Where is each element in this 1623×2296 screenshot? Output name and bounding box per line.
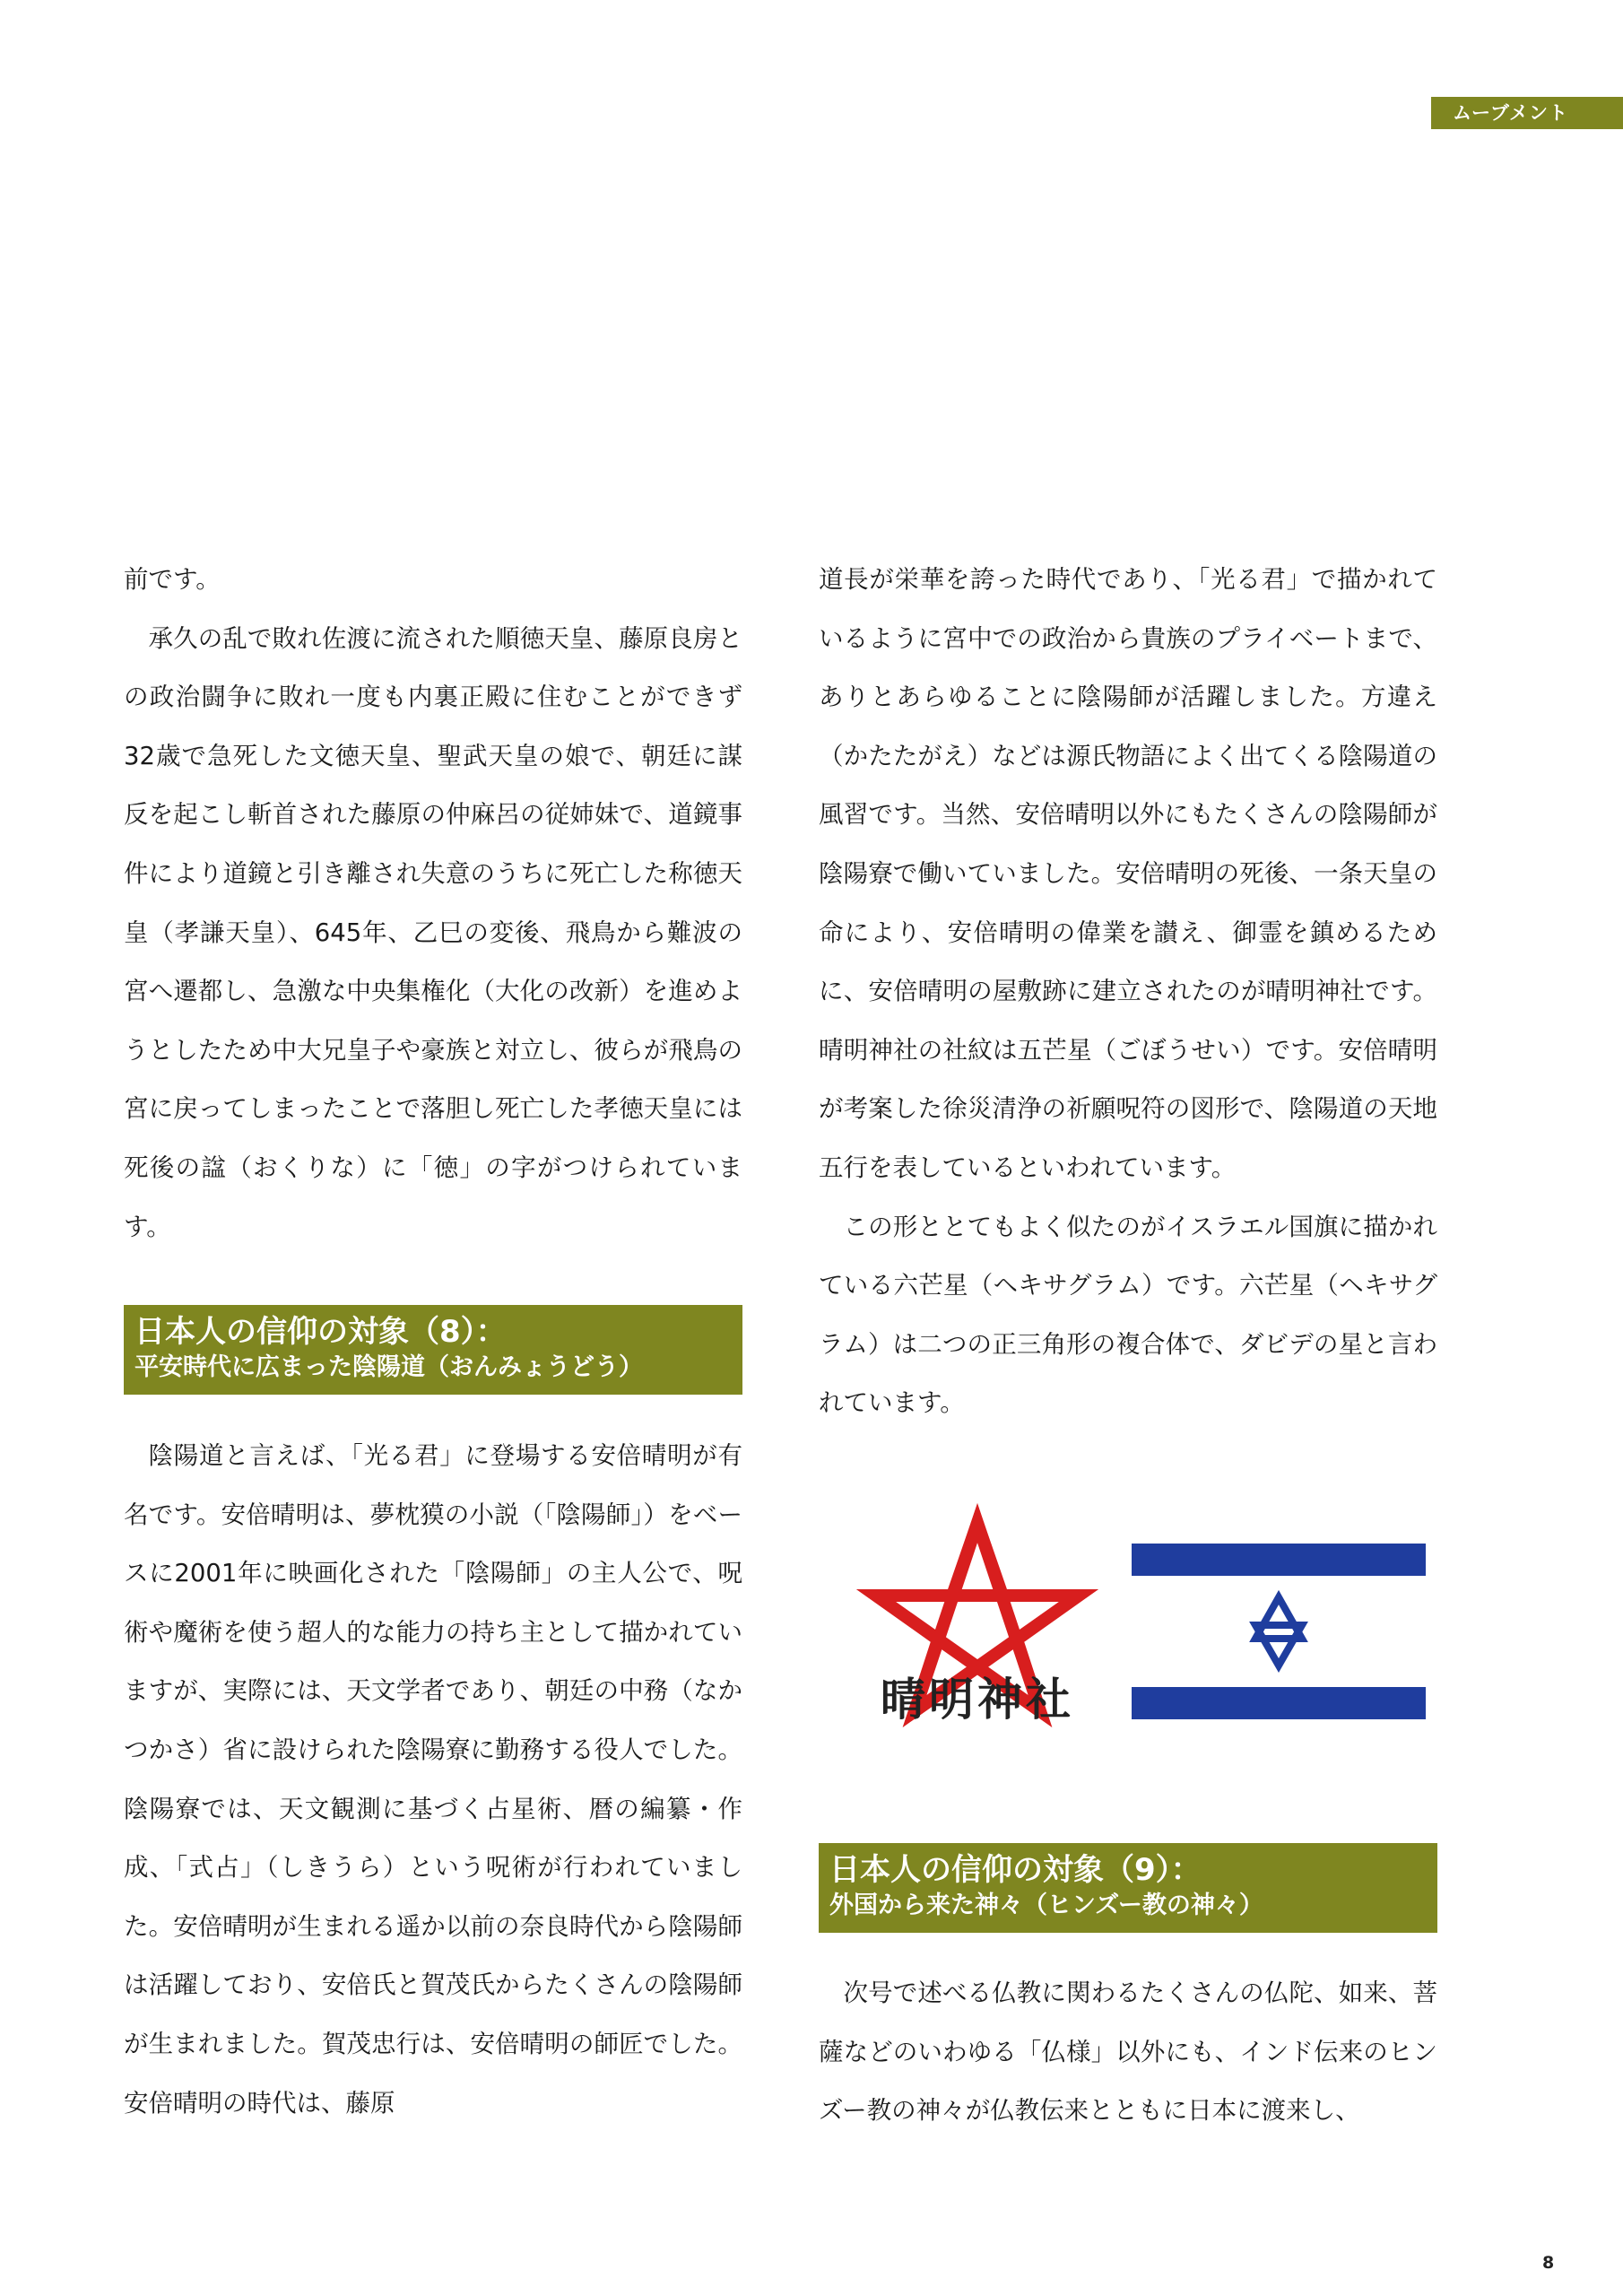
- paragraph: この形ととてもよく似たのがイスラエル国旗に描かれている六芒星（ヘキサグラム）です。六芒星（ヘキサグラム）は二つの正三角形の複合体で、ダビデの星と言われています。: [819, 1212, 1437, 1418]
- right-column-bottom: [819, 1964, 1437, 2141]
- heading-subtitle: 平安時代に広まった陰陽道（おんみょうどう）: [135, 1353, 643, 1381]
- section-heading-8: [124, 1305, 742, 1395]
- flag-stripe-bottom: [1132, 1687, 1426, 1719]
- left-column-top: [124, 551, 742, 1257]
- section-tab: ムーブメント: [1431, 97, 1623, 129]
- section-heading-9: [819, 1843, 1437, 1933]
- paragraph: 次号で述べる仏教に関わるたくさんの仏陀、如来、菩薩などのいわゆる「仏様」以外にも、インド伝来のヒンズー教の神々が仏教伝来とともに日本に渡来し、: [819, 1979, 1437, 2126]
- heading-title: 日本人の信仰の対象（9）：: [829, 1852, 1202, 1888]
- heading-subtitle: 外国から来た神々（ヒンズー教の神々）: [829, 1892, 1263, 1919]
- page-number: 8: [1542, 2253, 1555, 2273]
- paragraph: 承久の乱で敗れ佐渡に流された順徳天皇、藤原良房との政治闘争に敗れ一度も内裏正殿に住むことができず32歳で急死した文徳天皇、聖武天皇の娘で、朝廷に謀反を起こし斬首された藤原の仲麻呂の従姉妹で、道鏡事件により道鏡と引き離され失意のうちに死亡した称徳天皇（孝謙天皇）、645年、乙巳の変後、飛鳥から難波の宮へ遷都し、急激な中央集権化（大化の改新）を進めようとしたため中大兄皇子や豪族と対立し、彼らが飛鳥の宮に戻ってしまったことで落胆し死亡した孝徳天皇には死後の諡（おくりな）に「徳」の字がつけられています。: [124, 623, 742, 1241]
- heading-title: 日本人の信仰の対象（8）：: [135, 1314, 507, 1350]
- flag-stripe-top: [1132, 1544, 1426, 1576]
- emblem-caption: 晴明神社: [881, 1673, 1074, 1726]
- paragraph: 道長が栄華を誇った時代であり、「光る君」で描かれているように宮中での政治から貴族のプライベートまで、ありとあらゆることに陰陽師が活躍しました。方違え（かたたがえ）などは源氏物語によく出てくる陰陽道の風習です。当然、安倍晴明以外にもたくさんの陰陽師が陰陽寮で働いていました。安倍晴明の死後、一条天皇の命により、安倍晴明の偉業を讃え、御霊を鎮めるために、安倍晴明の屋敷跡に建立されたのが晴明神社です。晴明神社の社紋は五芒星（ごぼうせい）です。安倍晴明が考案した徐災清浄の祈願呪符の図形で、陰陽道の天地五行を表しているといわれています。: [819, 565, 1437, 1182]
- right-column-top: [819, 551, 1437, 1433]
- left-column-bottom: [124, 1427, 742, 2133]
- paragraph: 前です。: [124, 565, 221, 594]
- paragraph: 陰陽道と言えば、「光る君」に登場する安倍晴明が有名です。安倍晴明は、夢枕獏の小説（「陰陽師」）をベースに2001年に映画化された「陰陽師」の主人公で、呪術や魔術を使う超人的な能力の持ち主として描かれていますが、実際には、天文学者であり、朝廷の中務（なかつかさ）省に設けられた陰陽寮に勤務する役人でした。陰陽寮では、天文観測に基づく占星術、暦の編纂・作成、「式占」（しきうら）という呪術が行われていました。安倍晴明が生まれる遥か以前の奈良時代から陰陽師は活躍しており、安倍氏と賀茂氏からたくさんの陰陽師が生まれました。賀茂忠行は、安倍晴明の師匠でした。安倍晴明の時代は、藤原: [124, 1441, 742, 2118]
- israel-flag-icon: [1132, 1544, 1426, 1719]
